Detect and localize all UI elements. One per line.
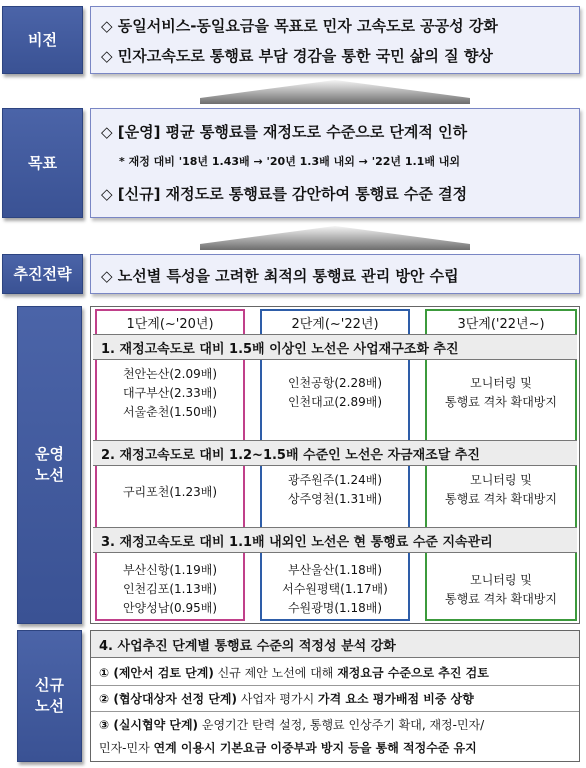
item-text: 운영기간 탄력 설정, 통행료 인상주기 확대, 재정-민자/ <box>198 718 485 732</box>
vision-label <box>2 6 83 74</box>
up-arrow-icon <box>200 80 470 104</box>
stage1-header: 1단계(~'20년) <box>126 316 214 332</box>
operating-label-line2: 노선 <box>35 466 64 484</box>
item-head: ③ (실시협약 단계) <box>99 718 199 732</box>
stage3-text: 모니터링 및 <box>470 376 532 390</box>
stage2-header: 2단계(~'22년) <box>291 316 379 332</box>
goal-label-text: 목표 <box>28 153 57 172</box>
vision-box <box>90 6 580 74</box>
route-item: 천안논산(2.09배) <box>122 367 218 381</box>
item-head: ① (제안서 검토 단계) <box>99 666 214 680</box>
group1-stage3-cell <box>425 374 577 412</box>
group2-stage1-cell <box>95 483 245 502</box>
stage3-text: 모니터링 및 <box>470 573 532 587</box>
new-label-line2: 노선 <box>35 697 64 715</box>
new-item-3 <box>91 712 579 737</box>
group2-title: 2. 재정고속도로 대비 1.2~1.5배 수준인 노선은 자금재조달 추진 <box>93 440 577 466</box>
route-item: 인천김포(1.13배) <box>122 582 218 596</box>
goal-line-2: ◇ [신규] 재정도로 통행료를 감안하여 통행료 수준 결정 <box>101 185 468 203</box>
item-bold: 가격 요소 평가배점 비중 상향 <box>318 692 474 706</box>
new-item-2 <box>91 686 579 711</box>
item-head: ② (협상대상자 선정 단계) <box>99 692 237 706</box>
strategy-box <box>90 254 580 294</box>
route-item: 인천대교(2.89배) <box>287 395 383 409</box>
goal-note: * 재정 대비 '18년 1.43배 → '20년 1.3배 내외 → '22년 1.1배 내외 <box>119 155 461 168</box>
route-item: 인천공항(2.28배) <box>287 376 383 390</box>
group1-stage1-cell <box>95 365 245 422</box>
stage3-text: 모니터링 및 <box>470 473 532 487</box>
new-routes-title-text: 4. 사업추진 단계별 통행료 수준의 적정성 분석 강화 <box>99 638 396 654</box>
item-text: 민자-민자 <box>99 741 154 755</box>
new-routes-label <box>17 630 82 762</box>
group1-stage2-cell <box>260 374 410 412</box>
strategy-label <box>2 254 83 294</box>
route-item: 서수원평택(1.17배) <box>282 582 388 596</box>
stage3-text: 통행료 격차 확대방지 <box>445 395 557 409</box>
group3-stage2-cell <box>260 561 410 618</box>
route-item: 대구부산(2.33배) <box>122 386 218 400</box>
new-item-3-cont <box>91 735 579 760</box>
operating-routes-table <box>90 306 580 624</box>
stage3-text: 통행료 격차 확대방지 <box>445 592 557 606</box>
stage3-text: 통행료 격차 확대방지 <box>445 492 557 506</box>
operating-label-line1: 운영 <box>35 445 64 463</box>
item-text: 신규 제안 노선에 대해 <box>213 666 338 680</box>
group2-stage3-cell <box>425 471 577 509</box>
group3-title: 3. 재정고속도로 대비 1.1배 내외인 노선은 현 통행료 수준 지속관리 <box>93 527 577 553</box>
operating-routes-label <box>17 306 82 624</box>
route-item: 부산신항(1.19배) <box>122 563 218 577</box>
new-routes-title <box>91 631 579 658</box>
item-bold: 재정요금 수준으로 추진 검토 <box>337 666 489 680</box>
route-item: 구리포천(1.23배) <box>122 485 218 499</box>
up-arrow-icon <box>200 226 470 250</box>
route-item: 수원광명(1.18배) <box>287 601 383 615</box>
vision-label-text: 비전 <box>28 30 57 49</box>
vision-line-1: ◇ 동일서비스-동일요금을 목표로 민자 고속도로 공공성 강화 <box>101 17 498 35</box>
route-item: 광주원주(1.24배) <box>287 473 383 487</box>
strategy-label-text: 추진전략 <box>13 264 72 283</box>
new-routes-box <box>90 630 580 762</box>
route-item: 상주영천(1.31배) <box>287 492 383 506</box>
goal-line-1: ◇ [운영] 평균 통행료를 재정도로 수준으로 단계적 인하 <box>101 123 468 141</box>
goal-box <box>90 108 580 218</box>
vision-line-2: ◇ 민자고속도로 통행료 부담 경감을 통한 국민 삶의 질 향상 <box>101 47 493 65</box>
route-item: 안양성남(0.95배) <box>122 601 218 615</box>
new-label-line1: 신규 <box>35 676 64 694</box>
group3-stage3-cell <box>425 571 577 609</box>
new-item-1 <box>91 660 579 685</box>
group2-stage2-cell <box>260 471 410 509</box>
group3-stage1-cell <box>95 561 245 618</box>
group1-title: 1. 재정고속도로 대비 1.5배 이상인 노선은 사업재구조화 추진 <box>93 334 577 360</box>
item-text: 사업자 평가시 <box>237 692 318 706</box>
route-item: 서울춘천(1.50배) <box>122 405 218 419</box>
strategy-line: ◇ 노선별 특성을 고려한 최적의 통행료 관리 방안 수립 <box>101 267 459 285</box>
stage3-header: 3단계('22년~) <box>457 316 545 332</box>
route-item: 부산울산(1.18배) <box>287 563 383 577</box>
item-bold: 연계 이용시 기본요금 이중부과 방지 등을 통해 적정수준 유지 <box>153 741 477 755</box>
goal-label <box>2 108 83 218</box>
